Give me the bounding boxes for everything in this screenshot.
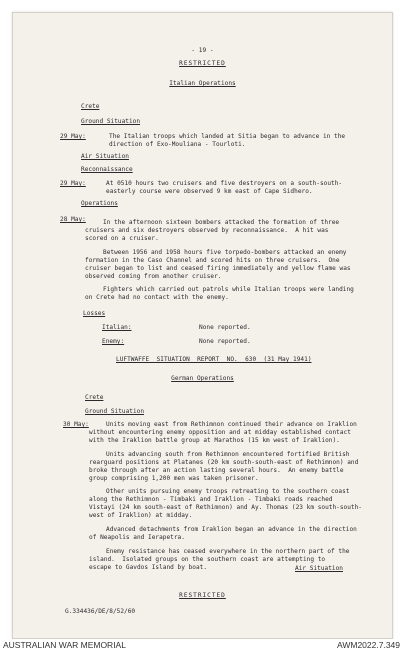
body-line: The Italian troops which landed at Sitia began to advance in the [109,133,346,140]
operations-heading: Operations [81,200,118,207]
air-situation-heading: Air Situation [295,565,343,572]
body-line: Between 1956 and 1958 hours five torpedo-bombers attacked an enemy [103,249,347,256]
body-line: Advanced detachments from Iraklion began an advance in the direction [106,526,357,533]
entry-date: 29 May: [60,180,86,187]
body-line: of Neapolis and Ierapetra. [89,534,185,541]
body-line: formation in the Caso Channel and scored hits on three cruisers. One [85,257,340,264]
body-line: Vistayi (24 km south-east of Rethimnon) and Ay. Thomas (23 km south-south- [89,504,362,511]
body-line: In the afternoon sixteen bombers attacked the formation of three [103,219,340,226]
body-line: along the Rethimnon - Timbaki and Iraklion - Timbaki roads reached [89,496,333,503]
crete-heading: Crete [81,103,100,110]
classification-bottom: RESTRICTED [179,592,226,599]
body-line: island. Isolated groups on the southern coast are attempting to [89,556,326,563]
luftwaffe-report-heading: LUFTWAFFE SITUATION REPORT NO. 630 (31 May 1941) [116,356,312,363]
page-number: - 19 - [191,47,214,54]
body-line: easterly course were observed 9 km east of Cape Sidhero. [106,188,313,195]
body-line: cruisers and six destroyers observed by reconnaissance. A hit was [85,227,329,234]
entry-date: 28 May: [60,216,86,223]
body-line: group comprising 1,200 men was taken prisoner. [89,475,259,482]
body-line: rearguard positions at Platanes (20 km south-south-east of Rethimnon) and [89,459,359,466]
losses-italian-label: Italian: [102,324,132,331]
ground-situation-heading: Ground Situation [85,408,145,415]
body-line: Units advancing south from Rethimnon encountered fortified British [106,451,350,458]
body-line: Units moving east from Rethimnon continued their advance on Iraklion [106,421,357,428]
body-line: escape to Gavdos Island by boat. [89,564,208,571]
losses-enemy-value: None reported. [199,338,251,345]
losses-enemy-label: Enemy: [102,338,125,345]
section-title: Italian Operations [169,80,236,87]
body-line: Enemy resistance has ceased everywhere in the northern part of the [106,548,350,555]
entry-date: 29 May: [60,133,86,140]
german-operations-heading: German Operations [171,375,234,382]
footer-source: AUSTRALIAN WAR MEMORIAL [3,640,126,650]
reconnaissance-heading: Reconnaissance [81,166,133,173]
losses-heading: Losses [83,310,106,317]
entry-date: 30 May: [63,421,89,428]
body-line: broke through after an action lasting several hours. An enemy battle [89,467,344,474]
body-line: At 0510 hours two cruisers and five destroyers on a south-south- [106,180,343,187]
body-line: without encountering enemy opposition and at midday established contact [89,429,351,436]
body-line: Fighters which carried out patrols while Italian troops were landing [103,286,354,293]
classification-top: RESTRICTED [179,60,226,67]
body-line: scored on a cruiser. [85,235,159,242]
body-line: on Crete had no contact with the enemy. [85,294,229,301]
file-reference: G.334436/DE/8/52/60 [65,608,136,615]
body-line: direction of Exo-Mouliana - Tourloti. [109,141,246,148]
body-line: Other units pursuing enemy troops retreating to the southern coast [106,488,350,495]
document-page [12,12,393,639]
ground-situation-heading: Ground Situation [81,118,141,125]
body-line: west of Iraklion) at midday. [89,512,193,519]
body-line: cruiser began to list and ceased firing immediately and yellow flame was [85,265,351,272]
losses-italian-value: None reported. [199,324,251,331]
footer-catalogue-id: AWM2022.7.349 [337,640,400,650]
air-situation-heading: Air Situation [81,153,129,160]
crete-heading: Crete [85,394,104,401]
body-line: observed coming from another cruiser. [85,273,222,280]
body-line: with the Iraklion battle group at Marathos (15 km west of Iraklion). [89,437,340,444]
footer-bar [0,639,404,653]
